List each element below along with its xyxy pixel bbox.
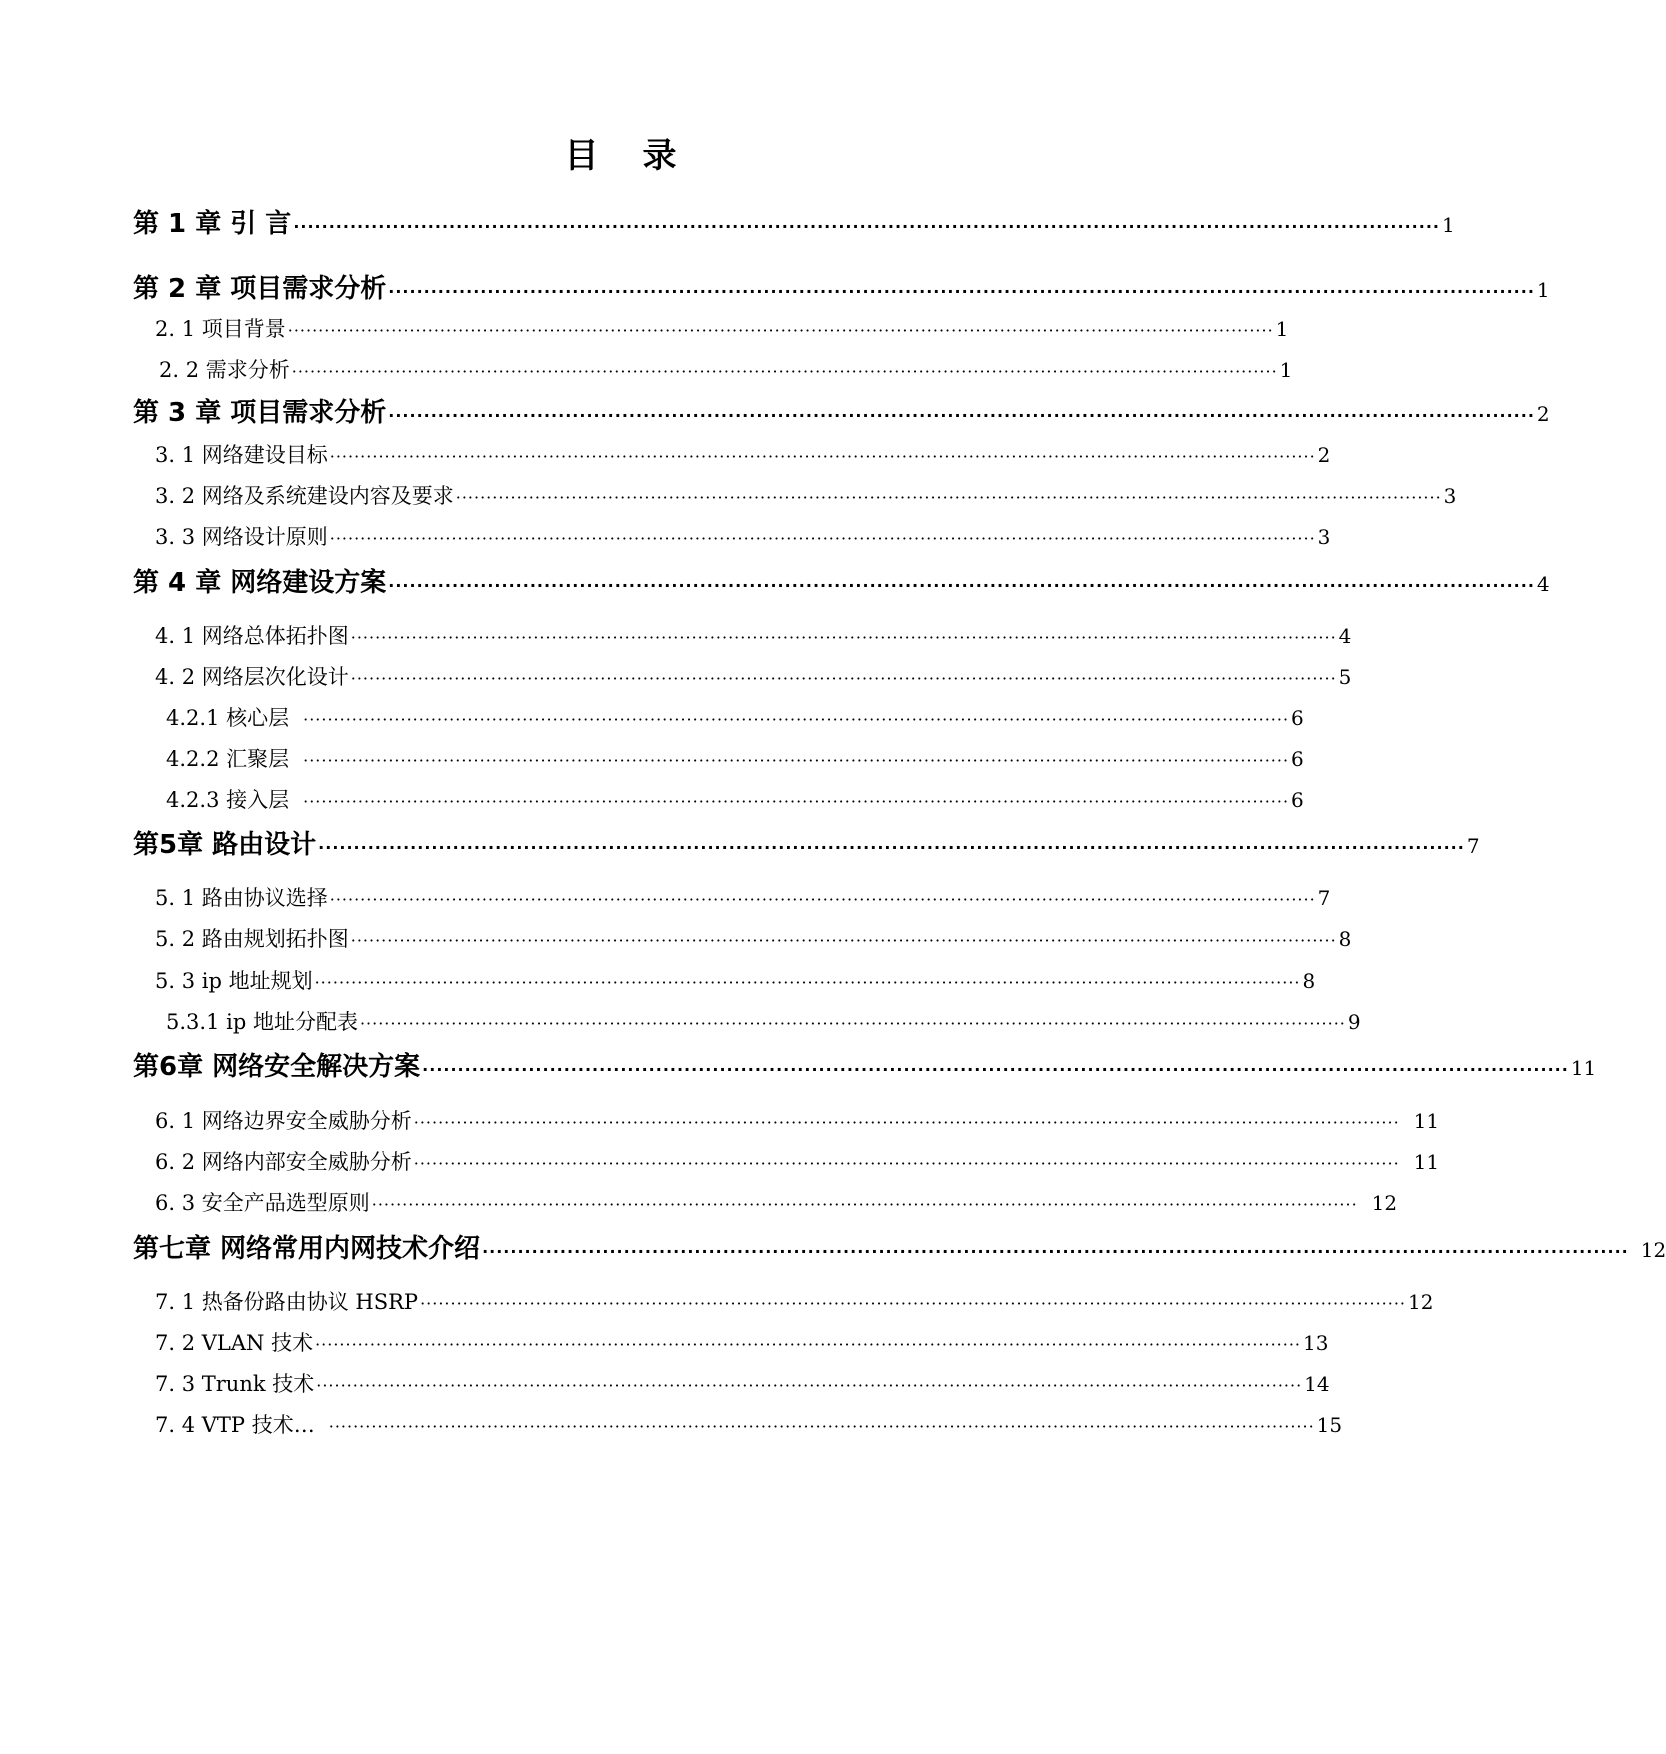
toc-section-4-1[interactable]: [155, 620, 1352, 650]
toc-page-number: 5: [1338, 665, 1352, 689]
dot-leader: ··································································································································································: [303, 792, 1290, 811]
toc-section-5-1[interactable]: [155, 882, 1331, 912]
toc-page-number: 9: [1347, 1010, 1361, 1034]
dot-leader: ··································································································································································: [329, 890, 1316, 909]
dot-leader: ··································································································································································: [328, 1417, 1315, 1436]
toc-page-number: 8: [1338, 927, 1352, 951]
dot-leader: ··································································································································································: [413, 1113, 1400, 1132]
toc-section-2-2[interactable]: [159, 354, 1293, 384]
toc-entry-label: 7. 2 VLAN 技术: [155, 1331, 314, 1355]
toc-page-number: 6: [1291, 788, 1304, 812]
toc-subsection-4-2-3[interactable]: [166, 784, 1304, 814]
dot-leader: ··································································································································································: [359, 1014, 1346, 1033]
toc-page-number: 1: [1279, 358, 1293, 382]
dot-leader: ··································································································································································: [318, 838, 1465, 857]
toc-section-7-4[interactable]: [155, 1409, 1343, 1439]
toc-section-7-1[interactable]: [155, 1286, 1434, 1316]
dot-leader: ··································································································································································: [422, 1060, 1569, 1079]
dot-leader: ··································································································································································: [316, 1376, 1303, 1395]
title-char-2: 录: [642, 136, 677, 176]
dot-leader: ··································································································································································: [413, 1154, 1400, 1173]
toc-entry-label: 第6章 网络安全解决方案: [133, 1052, 421, 1082]
toc-section-6-3[interactable]: [155, 1187, 1398, 1217]
dot-leader: ··································································································································································: [482, 1242, 1629, 1261]
toc-page-number: 1: [1441, 213, 1455, 237]
toc-chapter-5[interactable]: [133, 824, 1480, 861]
toc-entry-label: 5. 2 路由规划拓扑图: [155, 927, 349, 951]
page-title: [0, 128, 1241, 177]
dot-leader: ··································································································································································: [350, 628, 1337, 647]
toc-page-number: 12: [1408, 1290, 1434, 1314]
toc-page-number: 6: [1291, 747, 1304, 771]
toc-chapter-3[interactable]: [133, 392, 1550, 429]
toc-section-6-1[interactable]: [155, 1105, 1440, 1135]
toc-page-number: 7: [1317, 886, 1331, 910]
dot-leader: ··································································································································································: [303, 751, 1290, 770]
toc-page-number: 11: [1570, 1056, 1597, 1080]
toc-page-number: 11: [1413, 1150, 1440, 1174]
toc-section-4-2[interactable]: [155, 661, 1352, 691]
dot-leader: ··································································································································································: [455, 488, 1442, 507]
toc-entry-label: 第 1 章 引 言: [133, 209, 292, 239]
dot-leader: ··································································································································································: [388, 576, 1535, 595]
toc-subsection-4-2-2[interactable]: [166, 743, 1304, 773]
dot-leader: ··································································································································································: [329, 447, 1316, 466]
toc-page-number: 3: [1443, 484, 1457, 508]
toc-chapter-7[interactable]: [133, 1228, 1666, 1265]
toc-page-number: 2: [1317, 443, 1331, 467]
toc-chapter-4[interactable]: [133, 562, 1550, 599]
toc-page-number: 1: [1275, 317, 1289, 341]
toc-chapter-1[interactable]: [133, 203, 1455, 240]
toc-entry-label: 7. 4 VTP 技术…: [155, 1413, 315, 1437]
toc-page-number: 8: [1302, 969, 1316, 993]
toc-entry-label: 第 3 章 项目需求分析: [133, 398, 387, 428]
toc-entry-label: 5.3.1 ip 地址分配表: [166, 1010, 358, 1034]
toc-entry-label: 7. 3 Trunk 技术: [155, 1372, 315, 1396]
dot-leader: ··································································································································································: [371, 1195, 1358, 1214]
toc-page-number: 2: [1536, 402, 1550, 426]
toc-section-7-3[interactable]: [155, 1368, 1330, 1398]
toc-section-3-1[interactable]: [155, 439, 1331, 469]
toc-page-number: 13: [1303, 1331, 1329, 1355]
dot-leader: ··································································································································································: [420, 1294, 1406, 1313]
toc-section-5-3[interactable]: [155, 965, 1316, 995]
dot-leader: ··································································································································································: [303, 710, 1290, 729]
toc-page-number: 3: [1317, 525, 1331, 549]
toc-entry-label: 4.2.2 汇聚层: [166, 747, 290, 771]
toc-entry-label: 3. 1 网络建设目标: [155, 443, 328, 467]
dot-leader: ··································································································································································: [329, 529, 1316, 548]
toc-entry-label: 第 4 章 网络建设方案: [133, 568, 387, 598]
dot-leader: ··································································································································································: [315, 1335, 1301, 1354]
toc-chapter-6[interactable]: [133, 1046, 1597, 1083]
toc-section-2-1[interactable]: [155, 313, 1289, 343]
dot-leader: ··································································································································································: [388, 282, 1535, 301]
toc-entry-label: 5. 1 路由协议选择: [155, 886, 328, 910]
title-char-1: 目: [564, 136, 599, 176]
dot-leader: ··································································································································································: [388, 406, 1535, 425]
toc-section-3-3[interactable]: [155, 521, 1331, 551]
toc-page-number: 6: [1291, 706, 1304, 730]
toc-entry-label: 3. 2 网络及系统建设内容及要求: [155, 484, 454, 508]
toc-page-number: 7: [1466, 834, 1480, 858]
toc-page-number: 4: [1536, 572, 1550, 596]
dot-leader: ··································································································································································: [291, 362, 1278, 381]
toc-section-7-2[interactable]: [155, 1327, 1329, 1357]
dot-leader: ··································································································································································: [314, 973, 1301, 992]
toc-entry-label: 4. 1 网络总体拓扑图: [155, 624, 349, 648]
toc-entry-label: 5. 3 ip 地址规划: [155, 969, 313, 993]
toc-section-6-2[interactable]: [155, 1146, 1440, 1176]
toc-page-number: 11: [1413, 1109, 1440, 1133]
toc-entry-label: 3. 3 网络设计原则: [155, 525, 328, 549]
toc-entry-label: 第5章 路由设计: [133, 830, 317, 860]
toc-page-number: 4: [1338, 624, 1352, 648]
dot-leader: ··································································································································································: [287, 321, 1274, 340]
toc-entry-label: 第七章 网络常用内网技术介绍: [133, 1234, 481, 1264]
toc-entry-label: 2. 1 项目背景: [155, 317, 286, 341]
toc-entry-label: 6. 1 网络边界安全威胁分析: [155, 1109, 412, 1133]
toc-subsection-5-3-1[interactable]: [166, 1006, 1361, 1036]
toc-entry-label: 4. 2 网络层次化设计: [155, 665, 349, 689]
toc-chapter-2[interactable]: [133, 268, 1550, 305]
toc-page-number: 12: [1371, 1191, 1398, 1215]
toc-subsection-4-2-1[interactable]: [166, 702, 1304, 732]
toc-entry-label: 4.2.1 核心层: [166, 706, 290, 730]
toc-entry-label: 7. 1 热备份路由协议 HSRP: [155, 1290, 419, 1314]
toc-section-5-2[interactable]: [155, 923, 1352, 953]
toc-entry-label: 6. 2 网络内部安全威胁分析: [155, 1150, 412, 1174]
dot-leader: ··································································································································································: [293, 217, 1440, 236]
toc-section-3-2[interactable]: [155, 480, 1457, 510]
dot-leader: ··································································································································································: [350, 669, 1337, 688]
toc-page-number: 1: [1536, 278, 1550, 302]
toc-page-number: 15: [1316, 1413, 1343, 1437]
toc-entry-label: 6. 3 安全产品选型原则: [155, 1191, 370, 1215]
toc-page-number: 14: [1304, 1372, 1330, 1396]
toc-entry-label: 2. 2 需求分析: [159, 358, 290, 382]
dot-leader: ··································································································································································: [350, 931, 1337, 950]
toc-page-number: 12: [1640, 1238, 1666, 1262]
toc-entry-label: 4.2.3 接入层: [166, 788, 290, 812]
toc-entry-label: 第 2 章 项目需求分析: [133, 274, 387, 304]
